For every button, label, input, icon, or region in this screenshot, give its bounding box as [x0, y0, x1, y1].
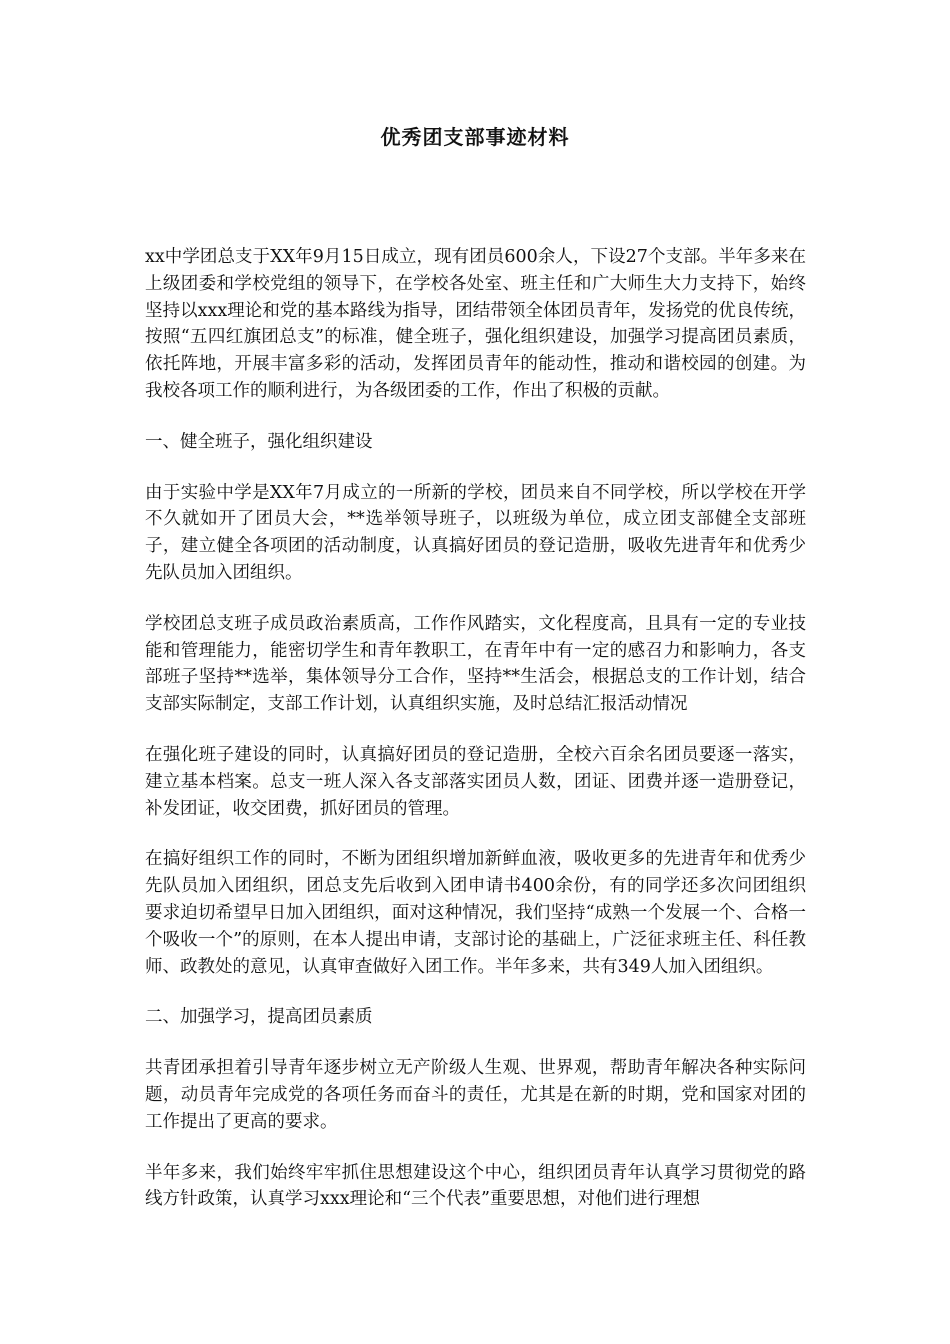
paragraph-section1-2: 学校团总支班子成员政治素质高，工作作风踏实，文化程度高，且具有一定的专业技能和管理能力，能密切学生和青年教职工，在青年中有一定的感召力和影响力，各支部班子坚持**选举，集体领导分工合作，坚持**生活会，根据总支的工作计划，结合支部实际制定，支部工作计划，认真组织实施，及时总结汇报活动情况 — [145, 613, 806, 715]
paragraph-section2-2: 半年多来，我们始终牢牢抓住思想建设这个中心，组织团员青年认真学习贯彻党的路线方针政策，认真学习xxx理论和“三个代表”重要思想，对他们进行理想 — [145, 1162, 806, 1210]
paragraph-section1-4: 在搞好组织工作的同时，不断为团组织增加新鲜血液，吸收更多的先进青年和优秀少先队员加入团组织，团总支先后收到入团申请书400余份，有的同学还多次问团组织要求迫切希望早日加入团组织，面对这种情况，我们坚持“成熟一个发展一个、合格一个吸收一个”的原则，在本人提出申请，支部讨论的基础上，广泛征求班主任、科任教师、政教处的意见，认真审查做好入团工作。半年多来，共有349人加入团组织。 — [145, 849, 806, 977]
document-title: 优秀团支部事迹材料 — [380, 125, 570, 149]
paragraph-section2-1: 共青团承担着引导青年逐步树立无产阶级人生观、世界观，帮助青年解决各种实际问题，动员青年完成党的各项任务而奋斗的责任，尤其是在新的时期，党和国家对团的工作提出了更高的要求。 — [145, 1058, 806, 1132]
paragraph-section1-1: 由于实验中学是XX年7月成立的一所新的学校，团员来自不同学校，所以学校在开学不久就如开了团员大会，**选举领导班子，以班级为单位，成立团支部健全支部班子，建立健全各项团的活动制度，认真搞好团员的登记造册，吸收先进青年和优秀少先队员加入团组织。 — [145, 482, 806, 583]
paragraph-intro: xx中学团总支于XX年9月15日成立，现有团员600余人，下设27个支部。半年多来在上级团委和学校党组的领导下，在学校各处室、班主任和广大师生大力支持下，始终坚持以xxx理论和党的基本路线为指导，团结带领全体团员青年，发扬党的优良传统，按照“五四红旗团总支”的标准，健全班子，强化组织建设，加强学习提高团员素质，依托阵地，开展丰富多彩的活动，发挥团员青年的能动性，推动和谐校园的创建。为我校各项工作的顺利进行，为各级团委的工作，作出了积极的贡献。 — [145, 247, 806, 401]
section-heading-2: 二、加强学习，提高团员素质 — [145, 1007, 373, 1028]
paragraph-section1-3: 在强化班子建设的同时，认真搞好团员的登记造册，全校六百余名团员要逐一落实，建立基本档案。总支一班人深入各支部落实团员人数，团证、团费并逐一造册登记，补发团证，收交团费，抓好团员的管理。 — [145, 744, 806, 819]
section-heading-1: 一、健全班子，强化组织建设 — [145, 431, 373, 452]
document-body — [145, 244, 806, 1237]
